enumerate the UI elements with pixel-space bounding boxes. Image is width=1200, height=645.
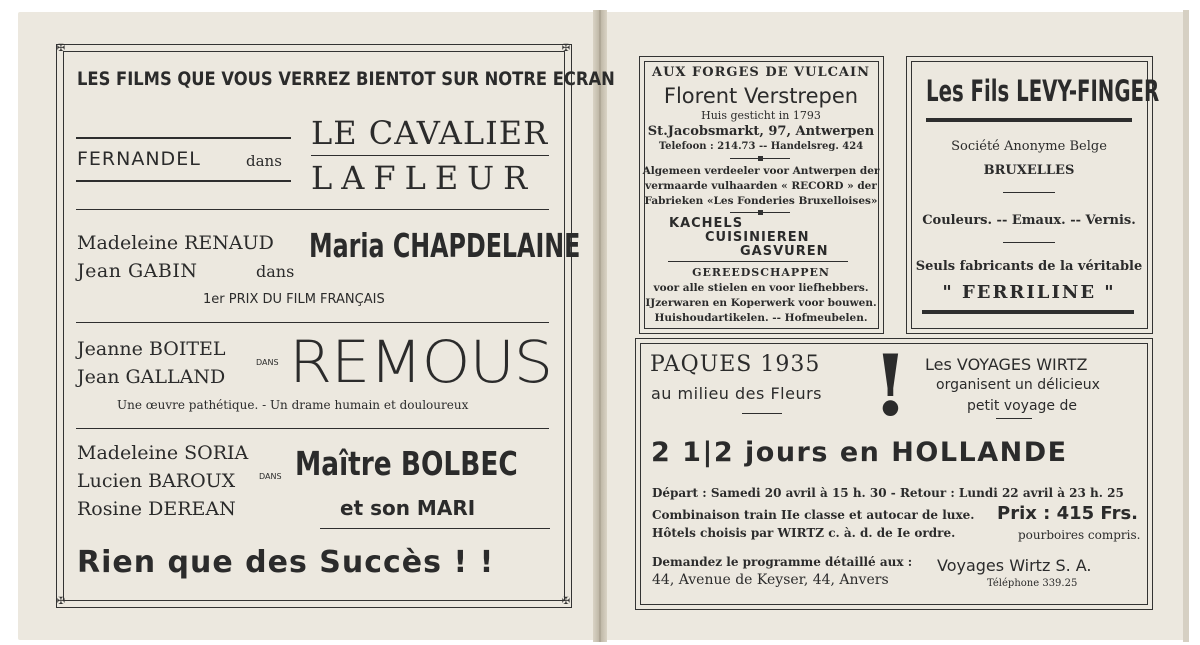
vulcain-product-3: GASVUREN [740, 244, 829, 259]
levy-tagline: Seuls fabricants de la véritable [915, 259, 1143, 274]
wirtz-easter: PAQUES 1935 [650, 352, 821, 377]
wirtz-company: Les VOYAGES WIRTZ [925, 355, 1088, 374]
film4-title-line1: Maître BOLBEC [295, 444, 518, 483]
film4-cast-2: Lucien BAROUX [77, 470, 236, 492]
levy-title: Les Fils LEVY-FINGER [926, 74, 1160, 108]
rule [922, 310, 1134, 314]
wirtz-address: 44, Avenue de Keyser, 44, Anvers [652, 572, 889, 588]
vulcain-desc-2: vermaarde vulhaarden « RECORD » der [645, 180, 877, 192]
film4-title-line2: et son MARI [340, 496, 476, 520]
wirtz-exclamation: ! [872, 336, 909, 435]
rule [742, 413, 782, 414]
vulcain-phone: Telefoon : 214.73 -- Handelsreg. 424 [658, 141, 864, 152]
wirtz-combination: Combinaison train IIe classe et autocar de luxe. [652, 508, 975, 522]
rule [311, 155, 549, 156]
rule [1003, 242, 1055, 243]
vulcain-since: Huis gesticht in 1793 [701, 109, 821, 122]
separator [76, 209, 549, 210]
film1-title-line2: LAFLEUR [311, 159, 537, 197]
wirtz-phone: Téléphone 339.25 [987, 578, 1078, 589]
vulcain-product-1: KACHELS [669, 216, 744, 231]
film4-cast-3: Rosine DEREAN [77, 498, 236, 520]
slogan: Rien que des Succès ! ! [77, 545, 495, 580]
film4-cast-1: Madeleine SORIA [77, 442, 249, 464]
film1-cast: FERNANDEL [77, 148, 201, 170]
wirtz-dates: Départ : Samedi 20 avril à 15 h. 30 - Retour : Lundi 22 avril à 23 h. 25 [652, 486, 1124, 500]
wirtz-tips: pourboires compris. [1018, 528, 1141, 542]
ornament [758, 156, 763, 161]
corner-ornament: ✠ [561, 43, 571, 54]
vulcain-more-2: IJzerwaren en Koperwerk voor bouwen. [645, 297, 877, 309]
vulcain-product-4: GEREEDSCHAPPEN [692, 266, 830, 279]
film2-award: 1er PRIX DU FILM FRANÇAIS [203, 292, 385, 307]
corner-ornament: ✠ [561, 596, 571, 607]
vulcain-more-1: voor alle stielen en voor liefhebbers. [653, 282, 869, 294]
separator [76, 428, 549, 429]
film4-dans: DANS [259, 472, 282, 481]
rule [320, 528, 550, 529]
film2-cast-1: Madeleine RENAUD [77, 232, 274, 254]
film3-title: REMOUS [289, 328, 553, 396]
vulcain-product-2: CUISINIEREN [705, 230, 810, 245]
wirtz-flowers: au milieu des Fleurs [651, 384, 822, 403]
levy-city: BRUXELLES [983, 163, 1075, 178]
film1-title-line1: LE CAVALIER [311, 114, 549, 152]
rule [926, 118, 1132, 122]
film2-cast-2: Jean GABIN [77, 260, 198, 282]
corner-ornament: ✠ [56, 596, 66, 607]
wirtz-price: Prix : 415 Frs. [997, 503, 1138, 524]
films-heading: LES FILMS QUE VOUS VERREZ BIENTOT SUR NOTRE ECRAN [77, 68, 615, 90]
levy-brand: " FERRILINE " [942, 282, 1116, 303]
film3-dans: DANS [256, 358, 279, 367]
vulcain-address: St.Jacobsmarkt, 97, Antwerpen [647, 124, 875, 139]
levy-company: Société Anonyme Belge [951, 139, 1107, 154]
levy-products: Couleurs. -- Emaux. -- Vernis. [922, 213, 1136, 228]
wirtz-headline: 2 1|2 jours en HOLLANDE [651, 437, 1068, 468]
rule [996, 418, 1032, 419]
wirtz-program: Demandez le programme détaillé aux : [652, 555, 913, 569]
film3-cast-2: Jean GALLAND [77, 366, 226, 388]
vulcain-desc-3: Fabrieken «Les Fonderies Bruxelloises» [644, 195, 878, 207]
vulcain-more-3: Huishoudartikelen. -- Hofmeubelen. [654, 312, 868, 324]
wirtz-hotels: Hôtels choisis par WIRTZ c. à. d. de Ie ordre. [652, 526, 956, 540]
wirtz-trip: petit voyage de [967, 398, 1077, 414]
film3-description: Une œuvre pathétique. - Un drame humain et douloureux [117, 398, 469, 412]
vulcain-header: AUX FORGES DE VULCAIN [652, 65, 870, 80]
vulcain-desc-1: Algemeen verdeeler voor Antwerpen der [642, 165, 880, 177]
wirtz-signature: Voyages Wirtz S. A. [937, 556, 1092, 575]
film2-title: Maria CHAPDELAINE [309, 226, 581, 265]
film1-dans: dans [246, 152, 282, 170]
corner-ornament: ✠ [56, 43, 66, 54]
vulcain-name: Florent Verstrepen [663, 84, 859, 108]
rule [1003, 192, 1055, 193]
film3-cast-1: Jeanne BOITEL [77, 338, 226, 360]
wirtz-organize: organisent un délicieux [936, 377, 1100, 393]
film2-dans: dans [256, 262, 295, 281]
